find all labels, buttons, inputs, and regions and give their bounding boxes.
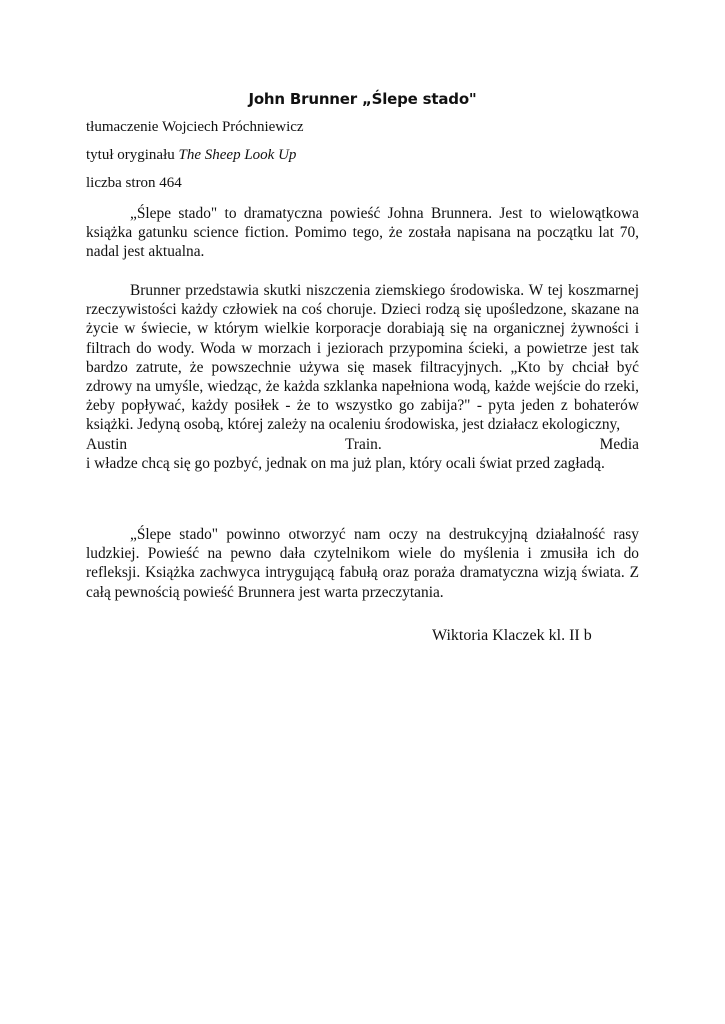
paragraph-plot: [86, 281, 639, 473]
paragraph-intro: „Ślepe stado" to dramatyczna powieść Johna Brunnera. Jest to wielowątkowa książka gatunku science fiction. Pomimo tego, że została napisana na początku lat 70, nadal jest aktualna.: [86, 205, 639, 261]
page-count-line: liczba stron 464: [86, 175, 182, 191]
paragraph-plot-ending: i władze chcą się go pozbyć, jednak on ma już plan, który ocali świat przed zagładą.: [86, 454, 605, 472]
original-title: The Sheep Look Up: [178, 147, 297, 163]
paragraph-conclusion: „Ślepe stado" powinno otworzyć nam oczy na destrukcyjną działalność rasy ludzkiej. Powieść na pewno dała czytelnikom wiele do myślenia i zmusiła ich do refleksji. Książka zachwyca intrygującą fabułą oraz poraża dramatyczna wizją świata. Z całą pewnością powieść Brunnera jest warta przeczytania.: [86, 526, 639, 601]
spread-word: Austin: [86, 435, 128, 453]
original-title-line: [86, 147, 296, 164]
document-title: John Brunner „Ślepe stado": [248, 90, 477, 108]
spread-word: Media: [599, 435, 639, 453]
paragraph-plot-spread-line: [86, 435, 639, 454]
spread-word: Train.: [345, 435, 382, 453]
author-signature: Wiktoria Klaczek kl. II b: [432, 627, 592, 644]
original-title-label: tytuł oryginału: [86, 147, 175, 163]
translator-line: tłumaczenie Wojciech Próchniewicz: [86, 119, 304, 135]
paragraph-plot-text: Brunner przedstawia skutki niszczenia ziemskiego środowiska. W tej koszmarnej rzeczywistości każdy człowiek na coś choruje. Dzieci rodzą się upośledzone, skazane na życie w świecie, w którym wielkie korporacje dorabiają się na organicznej żywności i filtrach do wody. Woda w morzach i jeziorach przypomina ścieki, a powietrze jest tak bardzo zatrute, że powszechnie używa się masek filtracyjnych. „Kto by chciał być zdrowy na umyśle, wiedząc, że każda szklanka napełniona wodą, każde wejście do rzeki, żeby popływać, każdy posiłek - że to wszystko go zabija?" - pyta jeden z bohaterów książki. Jedyną osobą, której zależy na ocaleniu środowiska, jest działacz ekologiczny,: [86, 282, 639, 434]
